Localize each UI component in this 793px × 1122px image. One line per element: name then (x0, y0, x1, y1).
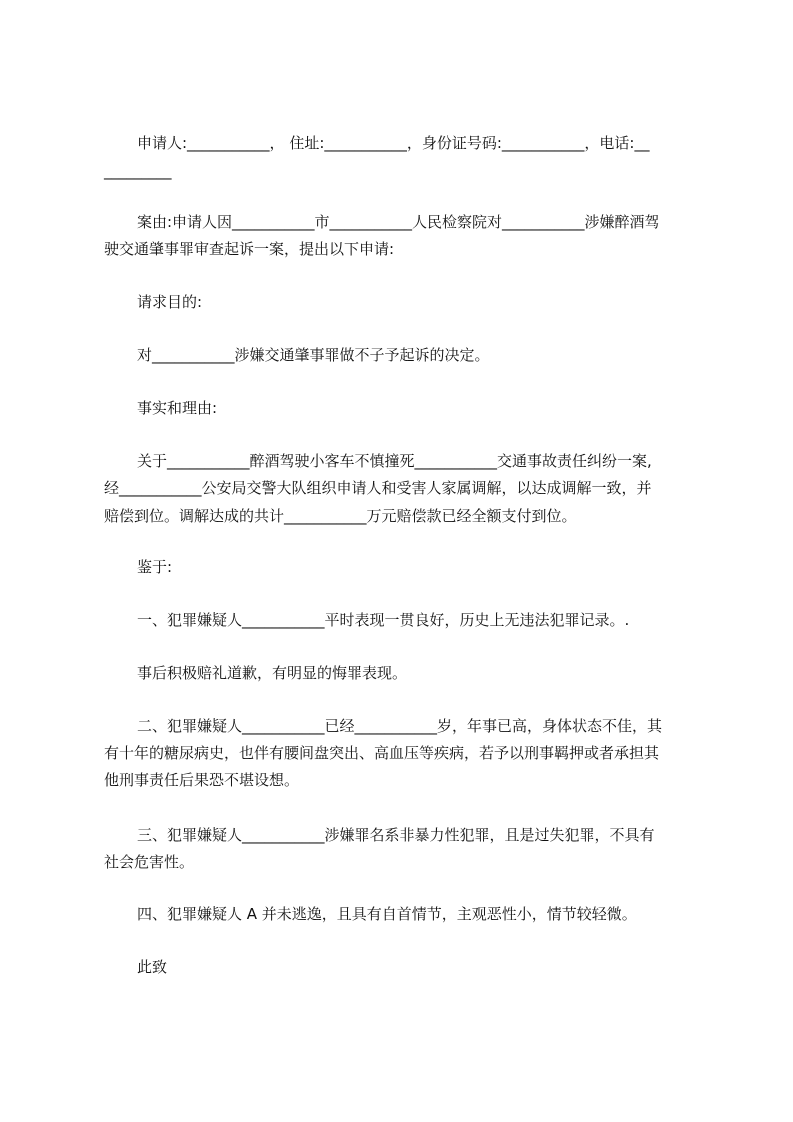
point-three-line-2: 社会危害性。 (104, 853, 195, 871)
facts-reasons-heading: 事实和理由: (137, 399, 218, 417)
point-two-line-3: 他刑事责任后果恐不堪设想。 (104, 771, 300, 789)
point-two-line-2: 有十年的糖尿病史，也伴有腰间盘突出、高血压等疾病，若予以刑事羁押或者承担其 (104, 744, 660, 762)
closing-salutation: 此致 (137, 958, 168, 976)
point-two-line-1: 二、犯罪嫌疑人___________已经___________岁，年事已高，身体状态不佳，其 (137, 717, 663, 735)
applicant-info-line: 申请人:___________， 住址:___________，身份证号码:___________，电话:__ (137, 134, 650, 152)
point-one: 一、犯罪嫌疑人___________平时表现一贯良好，历史上无违法犯罪记录。. (137, 611, 630, 629)
facts-line-1: 关于___________醉酒驾驶小客车不慎撞死___________交通事故责任纠纷一案, (137, 452, 652, 470)
remorse-statement: 事后积极赔礼道歉，有明显的悔罪表现。 (137, 664, 408, 682)
facts-line-3: 赔偿到位。调解达成的共计___________万元赔偿款已经全额支付到位。 (104, 507, 577, 525)
point-four: 四、犯罪嫌疑人 A 并未逃逸，且具有自首情节，主观恶性小，情节较轻微。 (137, 905, 637, 923)
point-three-line-1: 三、犯罪嫌疑人___________涉嫌罪名系非暴力性犯罪，且是过失犯罪，不具有 (137, 826, 655, 844)
request-purpose-heading: 请求目的: (137, 293, 203, 311)
case-cause-line-1: 案由:申请人因___________市___________人民检察院对___________涉嫌醉酒驾 (137, 213, 660, 231)
in-view-heading: 鉴于: (137, 558, 173, 576)
case-cause-line-2: 驶交通肇事罪审查起诉一案，提出以下申请: (104, 240, 395, 258)
request-purpose-text: 对___________涉嫌交通肇事罪做不子予起诉的决定。 (137, 346, 490, 364)
facts-line-2: 经___________公安局交警大队组织申请人和受害人家属调解，以达成调解一致，并 (104, 479, 652, 497)
applicant-info-line-cont: _________ (104, 162, 172, 180)
